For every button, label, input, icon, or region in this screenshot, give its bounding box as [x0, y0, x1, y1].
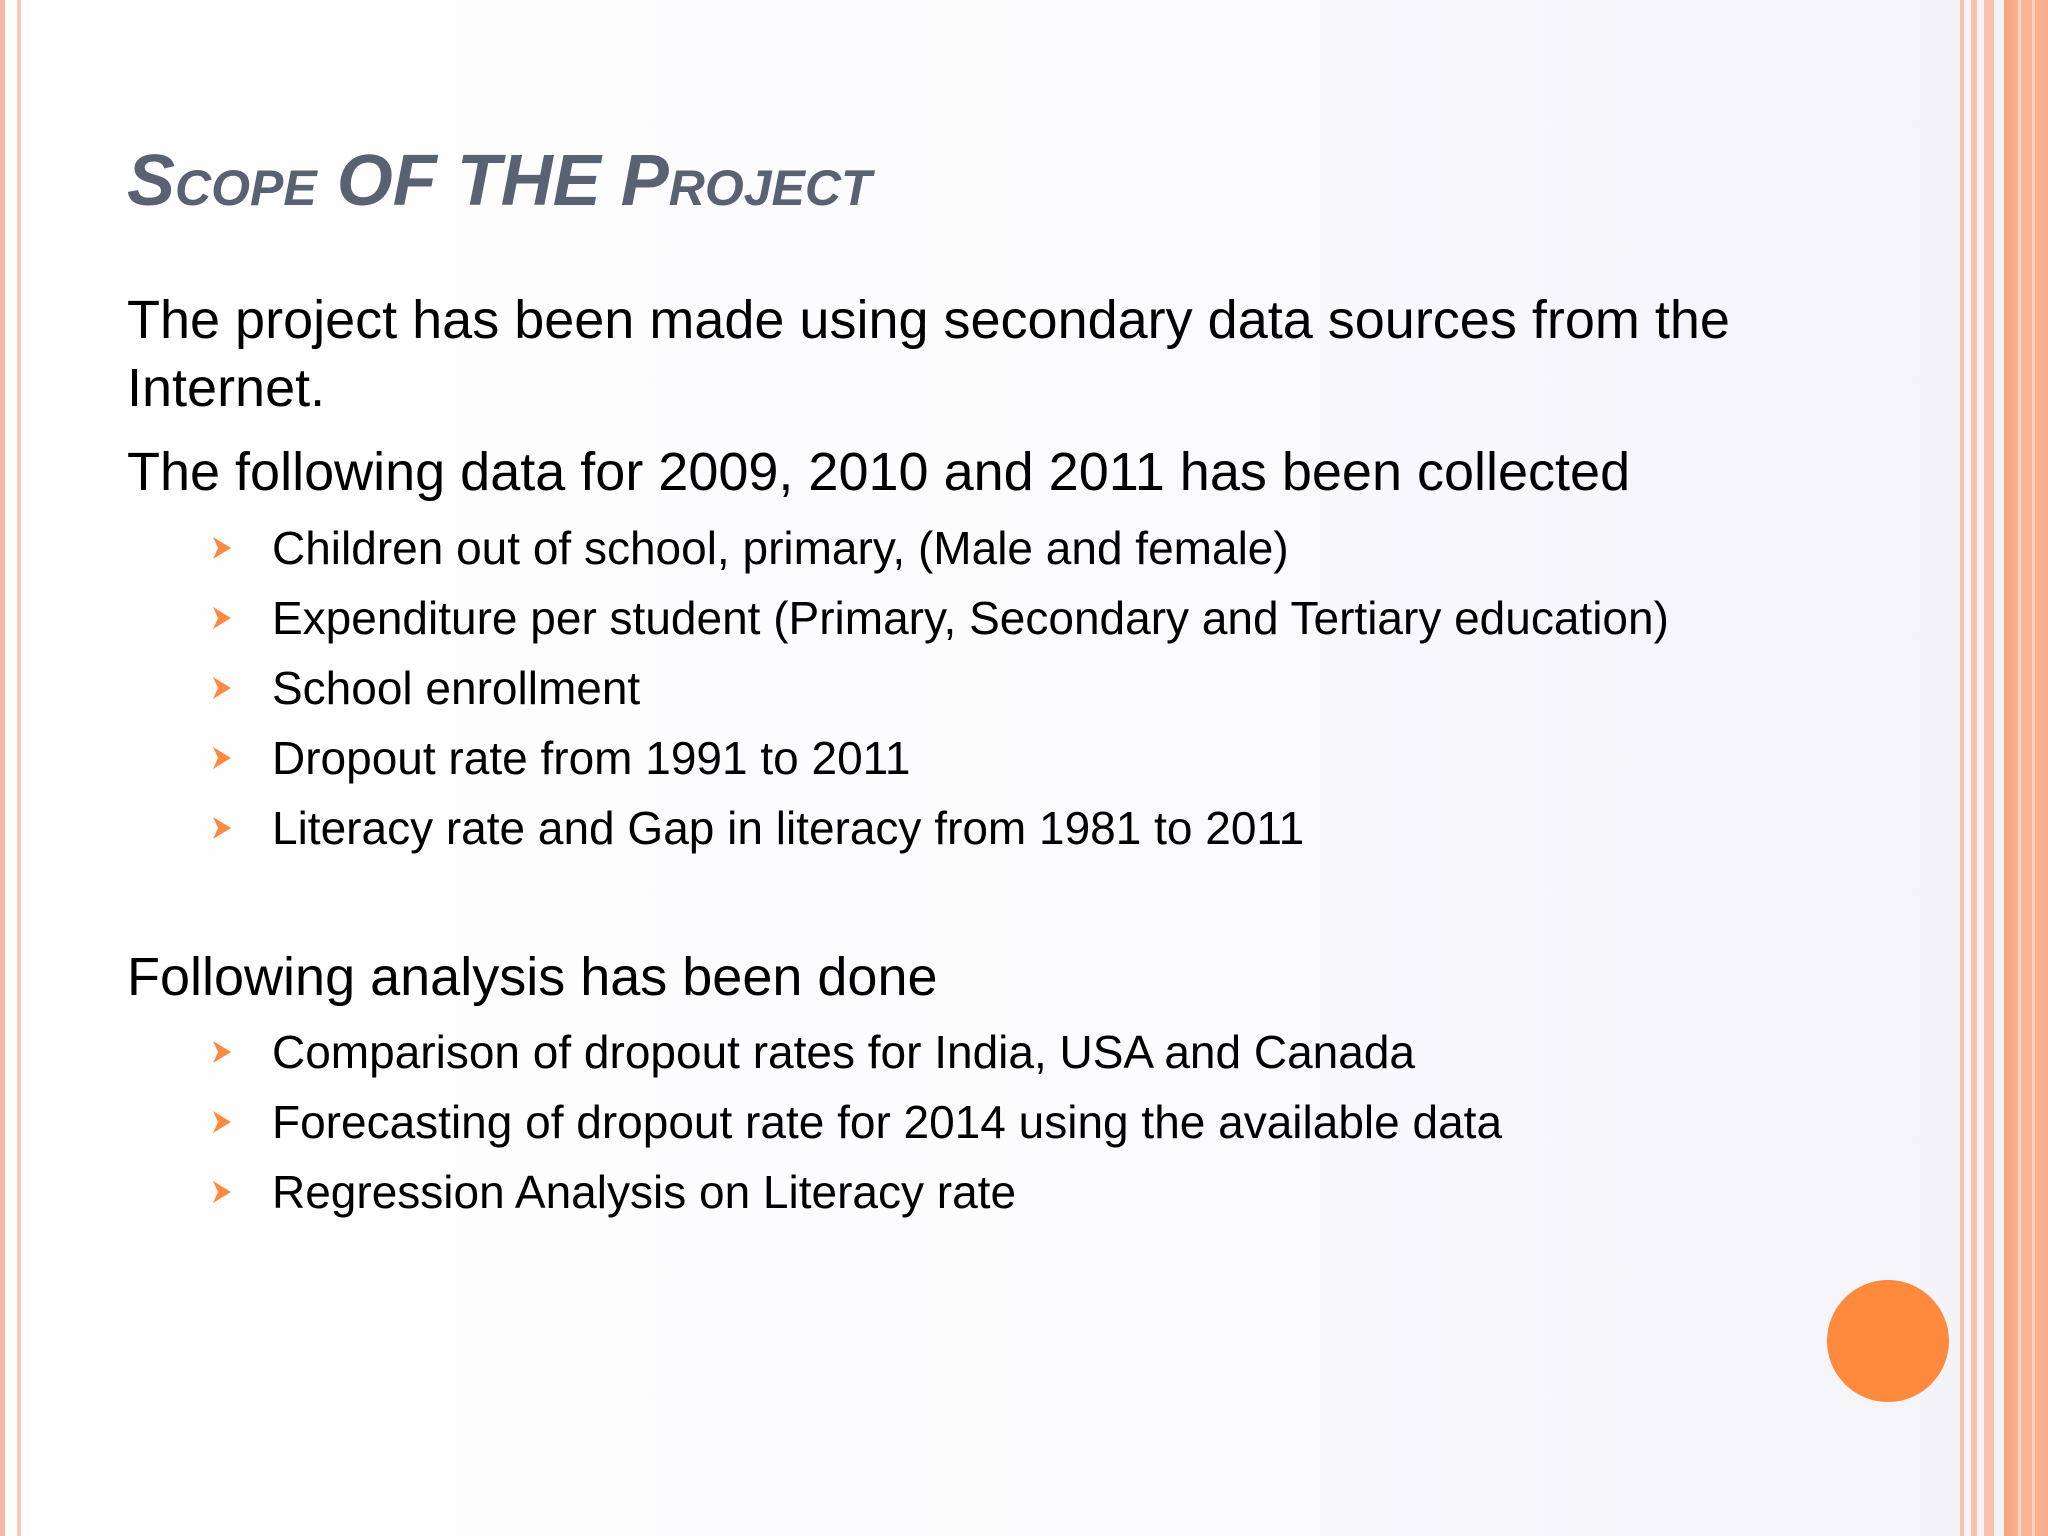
- list-item-label: Expenditure per student (Primary, Secondary and Tertiary education): [272, 592, 1669, 644]
- right-border-line: [1971, 0, 1977, 1536]
- list-item-label: Children out of school, primary, (Male and female): [272, 522, 1289, 574]
- arrow-bullet-icon: [211, 815, 233, 841]
- analysis-heading: Following analysis has been done: [127, 947, 938, 1007]
- right-border-band: [2004, 0, 2048, 1536]
- list-item: [127, 653, 1669, 723]
- analysis-items-list: [127, 1017, 1502, 1227]
- list-item: [127, 723, 1669, 793]
- data-heading: The following data for 2009, 2010 and 2011 has been collected: [127, 442, 1631, 502]
- list-item-label: Comparison of dropout rates for India, USA and Canada: [272, 1026, 1416, 1078]
- orange-circle-decoration: [1827, 1280, 1949, 1402]
- list-item: [127, 1157, 1502, 1227]
- intro-paragraph: The project has been made using secondary data sources from the Internet.: [127, 290, 1730, 418]
- data-items-list: [127, 513, 1669, 863]
- arrow-bullet-icon: [211, 1179, 233, 1205]
- list-item-label: Dropout rate from 1991 to 2011: [272, 732, 911, 784]
- list-item: [127, 583, 1669, 653]
- arrow-bullet-icon: [211, 745, 233, 771]
- list-item: [127, 1017, 1502, 1087]
- list-item-label: Literacy rate and Gap in literacy from 1981 to 2011: [272, 802, 1305, 854]
- arrow-bullet-icon: [211, 675, 233, 701]
- list-item-label: School enrollment: [272, 662, 641, 714]
- arrow-bullet-icon: [211, 1109, 233, 1135]
- arrow-bullet-icon: [211, 535, 233, 561]
- left-border-line-inner: [17, 0, 21, 1536]
- list-item: [127, 1087, 1502, 1157]
- list-item-label: Forecasting of dropout rate for 2014 using the available data: [272, 1096, 1503, 1148]
- right-border-line: [1960, 0, 1964, 1536]
- list-item: [127, 793, 1669, 863]
- band-stripe: [2032, 0, 2035, 1536]
- slide-title: Scope OF THE Project: [127, 141, 872, 221]
- list-item: [127, 513, 1669, 583]
- arrow-bullet-icon: [211, 1039, 233, 1065]
- right-border-line: [1984, 0, 1994, 1536]
- arrow-bullet-icon: [211, 605, 233, 631]
- band-stripe: [2018, 0, 2021, 1536]
- list-item-label: Regression Analysis on Literacy rate: [272, 1166, 1017, 1218]
- left-border-line: [0, 0, 5, 1536]
